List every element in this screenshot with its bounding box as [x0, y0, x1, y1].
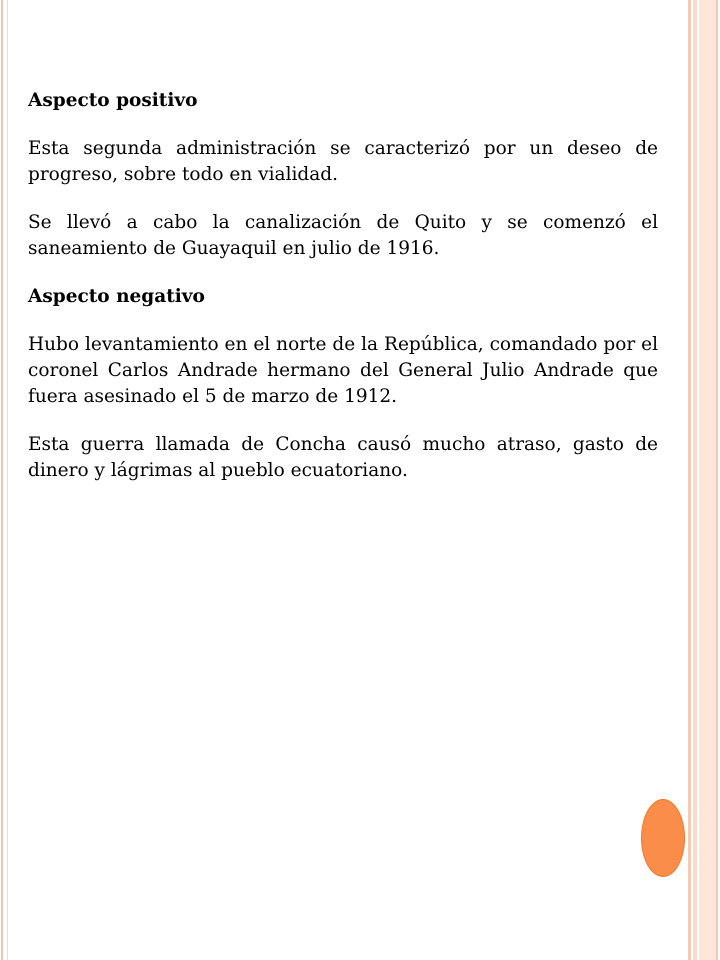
right-stripe-wide — [699, 0, 716, 960]
left-border-line — [1, 0, 3, 960]
right-stripe — [688, 0, 691, 960]
heading-positive: Aspecto positivo — [28, 90, 198, 111]
paragraph: Esta segunda administración se caracterizó por un deseo de progreso, sobre todo en vialidad. — [28, 138, 658, 185]
left-border-line-inner — [7, 0, 8, 960]
orange-oval-decoration — [641, 799, 685, 877]
slide-body — [28, 88, 658, 506]
paragraph: Hubo levantamiento en el norte de la República, comandado por el coronel Carlos Andrade hermano del General Julio Andrade que fuera asesinado el 5 de marzo de 1912. — [28, 334, 658, 407]
paragraph: Esta guerra llamada de Concha causó mucho atraso, gasto de dinero y lágrimas al pueblo ecuatoriano. — [28, 434, 658, 481]
paragraph: Se llevó a cabo la canalización de Quito y se comenzó el saneamiento de Guayaquil en julio de 1916. — [28, 212, 658, 259]
right-stripe — [716, 0, 718, 960]
heading-negative: Aspecto negativo — [28, 286, 205, 307]
right-stripe — [693, 0, 697, 960]
